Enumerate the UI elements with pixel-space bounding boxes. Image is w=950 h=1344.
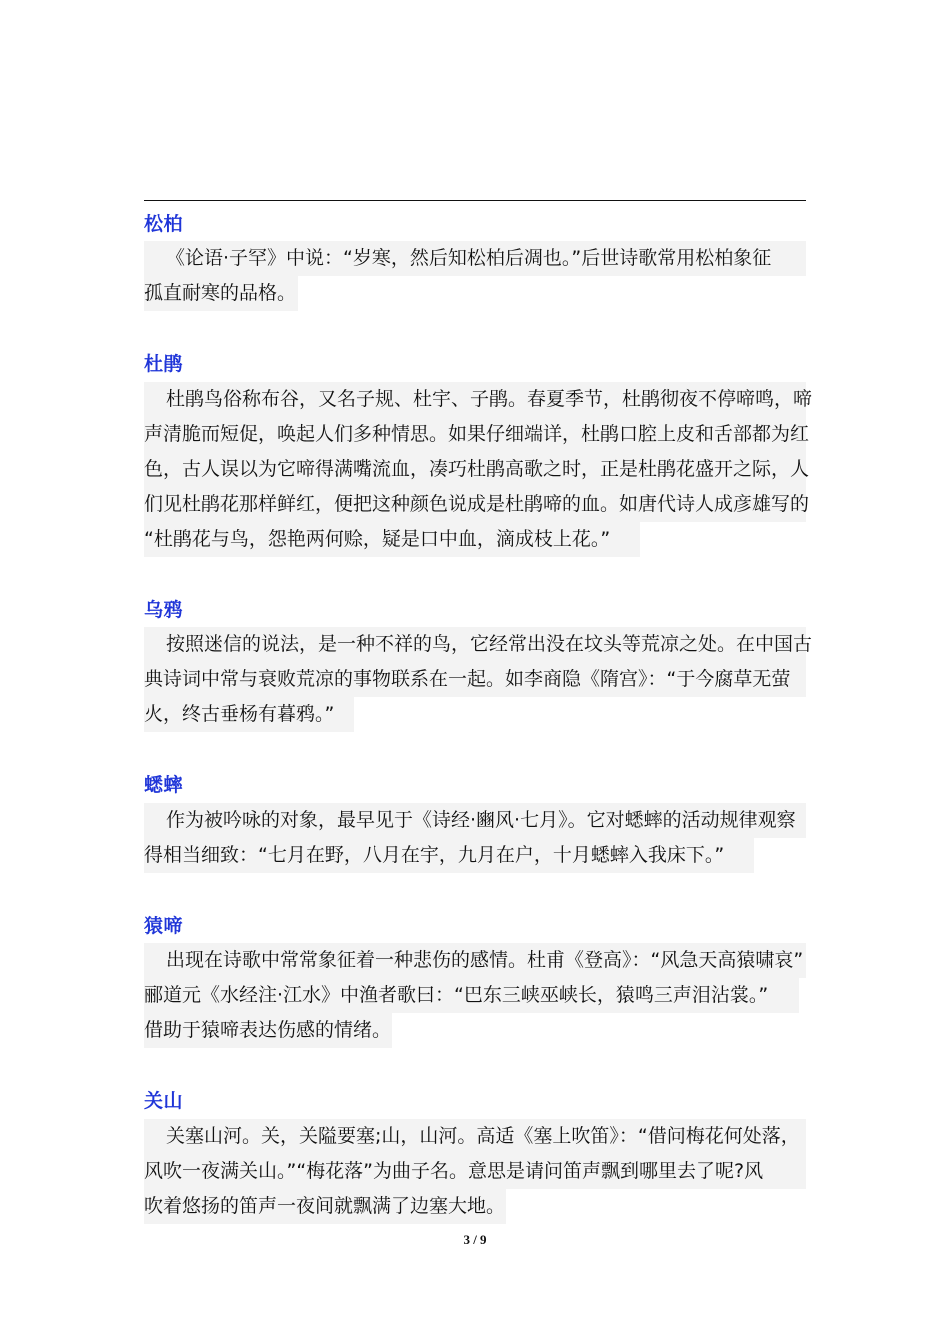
section-line: 们见杜鹃花那样鲜红，便把这种颜色说成是杜鹃啼的血。如唐代诗人成彦雄写的 xyxy=(144,487,806,522)
section-line: 出现在诗歌中常常象征着一种悲伤的感情。杜甫《登高》：“风急天高猿啸哀” xyxy=(144,943,806,978)
section-title-songbai: 松柏 xyxy=(144,213,184,235)
section-line: 关塞山河。关，关隘要塞;山，山河。高适《塞上吹笛》：“借问梅花何处落， xyxy=(144,1119,806,1154)
section-line: 得相当细致：“七月在野，八月在宇，九月在户，十月蟋蟀入我床下。” xyxy=(144,838,754,873)
section-line: 孤直耐寒的品格。 xyxy=(144,276,298,311)
section-line: 吹着悠扬的笛声一夜间就飘满了边塞大地。 xyxy=(144,1189,506,1224)
section-line: 风吹一夜满关山。”“梅花落”为曲子名。意思是请问笛声飘到哪里去了呢?风 xyxy=(144,1154,806,1189)
section-title-wuya: 乌鸦 xyxy=(144,599,184,621)
section-line: 借助于猿啼表达伤感的情绪。 xyxy=(144,1013,392,1048)
section-title-guanshan: 关山 xyxy=(144,1090,184,1112)
section-title-yuanti: 猿啼 xyxy=(144,915,184,937)
section-line: 作为被吟咏的对象，最早见于《诗经·豳风·七月》。它对蟋蟀的活动规律观察 xyxy=(144,803,806,838)
section-line: “杜鹃花与鸟，怨艳两何赊，疑是口中血，滴成枝上花。” xyxy=(144,522,640,557)
section-line: 按照迷信的说法，是一种不祥的鸟，它经常出没在坟头等荒凉之处。在中国古 xyxy=(144,627,806,662)
section-line: 声清脆而短促，唤起人们多种情思。如果仔细端详，杜鹃口腔上皮和舌部都为红 xyxy=(144,417,806,452)
page-number: 3 / 9 xyxy=(463,1232,487,1247)
section-line: 杜鹃鸟俗称布谷，又名子规、杜宇、子鹃。春夏季节，杜鹃彻夜不停啼鸣，啼 xyxy=(144,382,806,417)
section-line: 色，古人误以为它啼得满嘴流血，凑巧杜鹃高歌之时，正是杜鹃花盛开之际，人 xyxy=(144,452,806,487)
section-line: 《论语·子罕》中说：“岁寒，然后知松柏后凋也。”后世诗歌常用松柏象征 xyxy=(144,241,806,276)
section-line: 典诗词中常与衰败荒凉的事物联系在一起。如李商隐《隋宫》：“于今腐草无萤 xyxy=(144,662,806,697)
section-line: 郦道元《水经注·江水》中渔者歌曰：“巴东三峡巫峡长，猿鸣三声泪沾裳。” xyxy=(144,978,799,1013)
section-line: 火，终古垂杨有暮鸦。” xyxy=(144,697,354,732)
section-title-dujuan: 杜鹃 xyxy=(144,353,184,375)
section-title-xishuai: 蟋蟀 xyxy=(144,774,184,796)
header-rule xyxy=(144,200,806,201)
